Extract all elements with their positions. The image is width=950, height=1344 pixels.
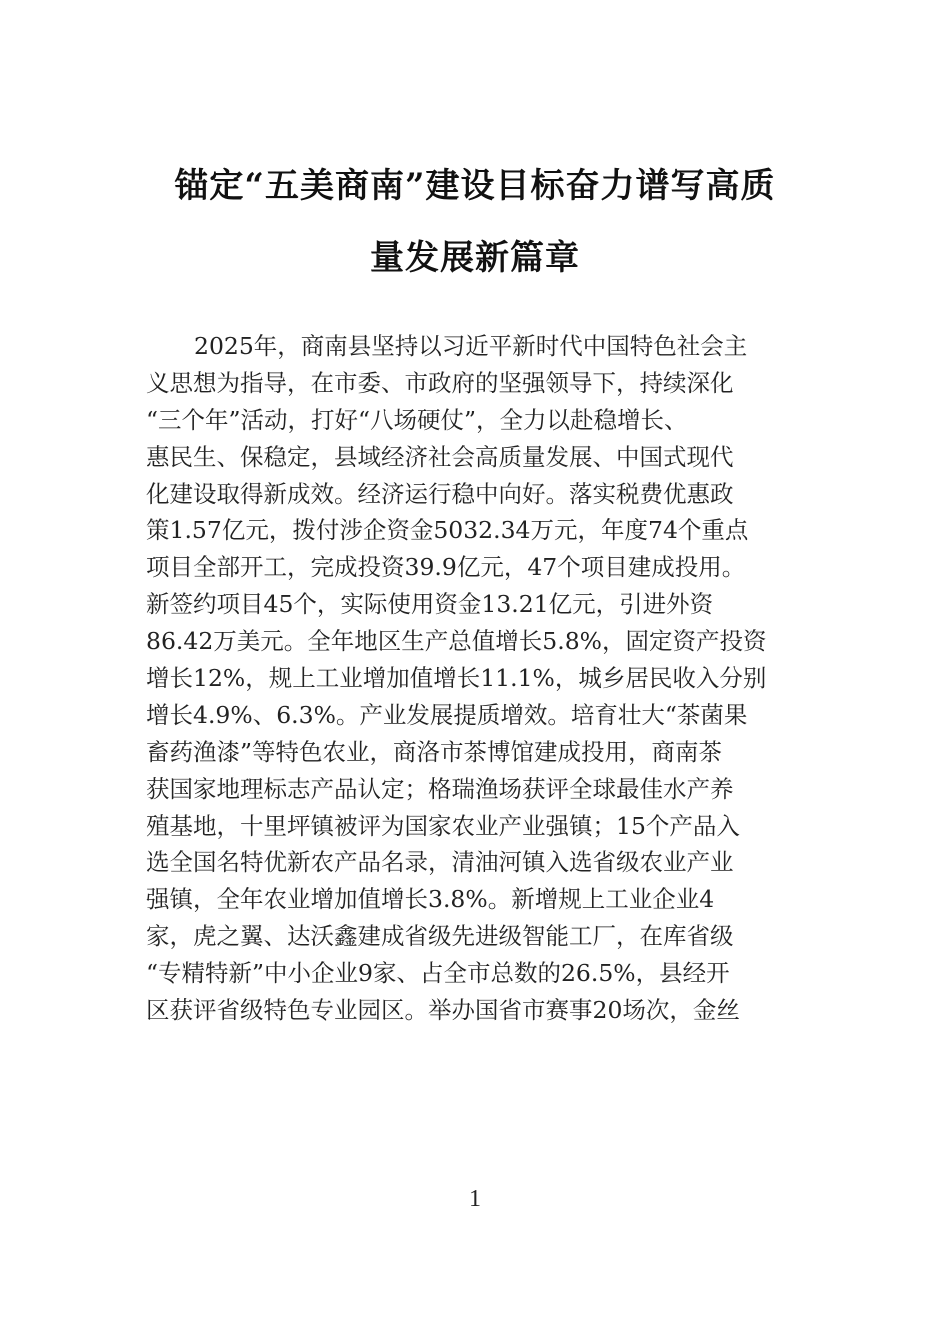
body-line: 义思想为指导，在市委、市政府的坚强领导下，持续深化 — [146, 368, 734, 397]
body-line: “三个年”活动，打好“八场硬仗”，全力以赴稳增长、 — [146, 405, 688, 434]
body-line: 惠民生、保稳定，县域经济社会高质量发展、中国式现代 — [146, 442, 734, 471]
body-line: “专精特新”中小企业9家、占全市总数的26.5%，县经开 — [146, 959, 730, 988]
body-line: 选全国名特优新农产品名录，清油河镇入选省级农业产业 — [146, 848, 734, 877]
body-line: 强镇，全年农业增加值增长3.8%。新增规上工业企业4 — [146, 885, 715, 914]
body-line: 畜药渔漆”等特色农业，商洛市茶博馆建成投用，商南茶 — [146, 737, 723, 766]
body-paragraph — [146, 328, 806, 1029]
body-line: 策1.57亿元，拨付涉企资金5032.34万元，年度74个重点 — [146, 516, 749, 545]
title-line-1: 锚定“五美商南”建设目标奋力谱写高质 — [174, 166, 776, 206]
body-line: 项目全部开工，完成投资39.9亿元，47个项目建成投用。 — [146, 553, 746, 582]
document-title — [140, 150, 810, 294]
body-line: 2025年，商南县坚持以习近平新时代中国特色社会主 — [194, 332, 748, 360]
body-line: 化建设取得新成效。经济运行稳中向好。落实税费优惠政 — [146, 479, 734, 508]
body-line: 增长12%，规上工业增加值增长11.1%，城乡居民收入分别 — [146, 664, 767, 693]
page-number: 1 — [469, 1186, 481, 1212]
body-line: 新签约项目45个，实际使用资金13.21亿元，引进外资 — [146, 590, 714, 619]
body-line: 增长4.9%、6.3%。产业发展提质增效。培育壮大“茶菌果 — [146, 700, 748, 729]
body-line: 86.42万美元。全年地区生产总值增长5.8%，固定资产投资 — [146, 627, 767, 656]
body-line: 获国家地理标志产品认定；格瑞渔场获评全球最佳水产养 — [146, 774, 734, 803]
body-line: 区获评省级特色专业园区。举办国省市赛事20场次，金丝 — [146, 996, 740, 1025]
title-line-2: 量发展新篇章 — [370, 238, 580, 278]
body-line: 家，虎之翼、达沃鑫建成省级先进级智能工厂，在库省级 — [146, 922, 734, 951]
body-line: 殖基地，十里坪镇被评为国家农业产业强镇；15个产品入 — [146, 811, 740, 840]
